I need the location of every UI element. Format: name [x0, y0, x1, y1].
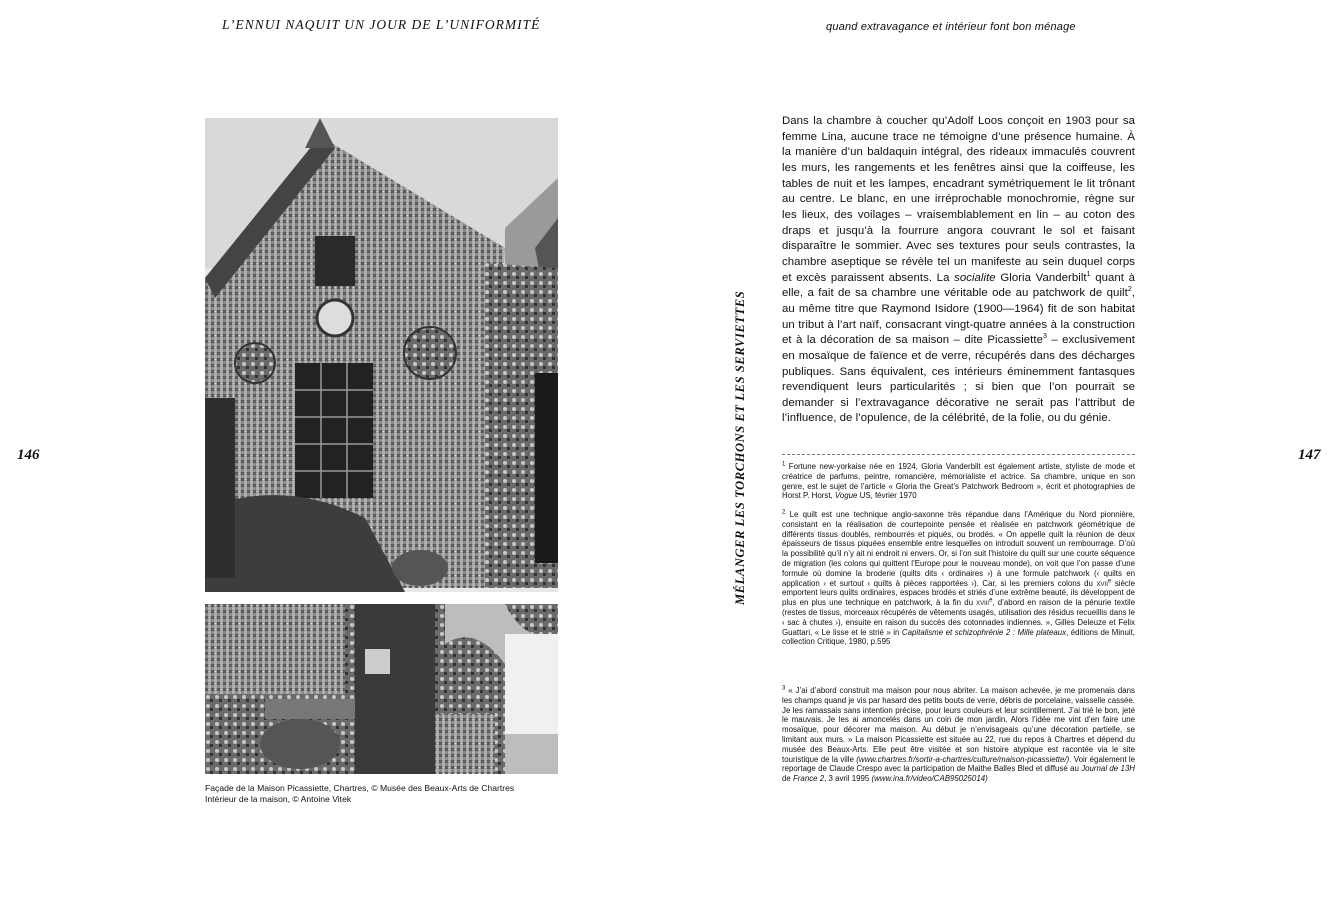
- vertical-chapter-title: [733, 290, 753, 605]
- caption-line-1: Façade de la Maison Picassiette, Chartres, © Musée des Beaux-Arts de Chartres: [205, 783, 515, 793]
- footnote-ref-1[interactable]: 1: [1086, 270, 1091, 278]
- caption-line-2: Intérieur de la maison, © Antoine Vitek: [205, 793, 352, 804]
- page-number-left: 146: [17, 447, 40, 463]
- running-head-right: quand extravagance et intérieur font bon ménage: [826, 21, 1076, 33]
- page-number-right: 147: [1298, 447, 1321, 463]
- footnote-2: $^2$ Le quilt est une technique anglo-saxonne très répandue dans l’Amérique du Nord pionnière, consistant en la réalisation de courtepointe pensée et réalisée en patchwork géométrique de différents tissus doublés, rembourrés et piqués, ou brodés. « On appelle quilt la réunion de deux épaisseurs de tissus piquées ensemble entre lesquelles on introduit souvent un rembourrage. D’où la possibilité qu’il n’y ait ni endroit ni envers. Or, si l’on suit l’histoire du quilt sur une courte séquence de migration (les colons qui quittent l’Europe pour le nouveau monde), on voit que l’on passe d’une formule où domine la broderie (quilts dits ‹ ordinaires ›) à une formule patchwork (‹ quilts en application › et surtout ‹ quilts à pièces rapportées ›). Car, si les premiers colons du xvii$^e$ siècle emportent leurs quilts ordinaires, espaces brodés et striés d’une extrême beauté, ils développent de plus en plus une technique en patchwork, à la fin du xviii$^e$, d’abord en raison de la pénurie textile (restes de tissus, morceaux récupérés de vêtements usagés, utilisation des résidus recueillis dans le ‹ sac à chutes ›), ensuite en raison du succès des cotonnades indiennes. », Gilles Deleuze et Felix Guattari, « Le lisse et le strié » in Capitalisme et schizophrénie 2 : Mille plateaux, éditions de Minuit, collection Critique, 1980, p.595: [782, 509, 1135, 647]
- chartres-url[interactable]: (www.chartres.fr/sortir-a-chartres/culture/maison-picassiette/): [856, 754, 1070, 764]
- footnote-ref-2[interactable]: 2: [1127, 286, 1132, 294]
- ina-url[interactable]: (www.ina.fr/video/CAB95025014): [871, 774, 988, 784]
- footnote-separator: [782, 454, 1135, 455]
- footnote-ref-3[interactable]: 3: [1042, 333, 1047, 341]
- interior-photo: [205, 604, 558, 774]
- photo-caption: [205, 783, 514, 804]
- running-head-left: L’ENNUI NAQUIT UN JOUR DE L’UNIFORMITÉ: [222, 17, 541, 32]
- vertical-title-text: MÉLANGER LES TORCHONS ET LES SERVIETTES: [733, 290, 747, 605]
- socialite-term: socialite: [954, 271, 996, 284]
- footnote-1: $^1$ Fortune new-yorkaise née en 1924, Gloria Vanderbilt est également artiste, styliste de mode et créatrice de parfums, peintre, romancière, mémorialiste et actrice. Sa chambre, unique en son genre, est le sujet de l’article « Gloria the Great’s Patchwork Bedroom », écrit et photographies de Horst P. Horst, Vogue US, février 1970: [782, 461, 1135, 501]
- footnote-3: $^3$ « J’ai d’abord construit ma maison pour nous abriter. La maison achevée, je me promenais dans les champs quand je vis par hasard des petits bouts de verre, débris de porcelaine, vaisselle cassée. Je les ramassais sans intention précise, pour leurs couleurs et leur scintillement. J’ai trié le bon, jeté le mauvais. Je les ai amoncelés dans un coin de mon jardin. Alors l’idée me vint d’en faire une mosaïque, pour décorer ma maison. Au début je n’envisageais qu’une décoration partielle, se limitant aux murs. » La maison Picassiette est située au 22, rue du repos à Chartres et dépend du musée des Beaux-Arts. Elle peut être visitée et son histoire atypique est racontée via le site touristique de la ville (www.chartres.fr/sortir-a-chartres/culture/maison-picassiette/). Voir également le reportage de Claude Crespo avec la participation de Maithe Balles Bled et diffusé au Journal de 13H de France 2, 3 avril 1995 (www.ina.fr/video/CAB95025014): [782, 685, 1135, 784]
- facade-photo: [205, 118, 558, 592]
- body-text: Dans la chambre à coucher qu’Adolf Loos conçoit en 1903 pour sa femme Lina, aucune trace ne témoigne d’une présence humaine. À la manière d’un baldaquin intégral, des rideaux immaculés couvrent les murs, les rangements et les fenêtres ainsi que la coiffeuse, les tables de nuit et les lampes, encadrant symétriquement le lit trônant au centre. Le blanc, en une irréprochable monochromie, règne sur les lieux, des voilages – vraisemblablement en lin – au coton des draps et jusqu’à la fourrure angora couvrant le sol et faisant disparaître le sommier. Avec ses textures pour seuls contrastes, la chambre aseptique se révèle tel un manifeste au sein duquel corps et excès paraissent absents. La socialite Gloria Vanderbilt$^1$ quant à elle, a fait de sa chambre une véritable ode au patchwork de quilt$^2$, au même titre que Raymond Isidore (1900—1964) fit de son habitat un tribut à l’art naïf, consacrant vingt-quatre années à la construction et à la décoration de sa maison – dite Picassiette$^3$ – exclusivement en mosaïque de faïence et de verre, récupérés dans des décharges publiques. Sans équivalent, ces intérieurs éminemment fantasques revendiquent leurs particularités ; si bien que l’on pourrait se demander si l’extravagance décorative ne serait pas l’attribut de l’influence, de l’opulence, de la célébrité, de la folie, ou du génie.: [782, 115, 1135, 425]
